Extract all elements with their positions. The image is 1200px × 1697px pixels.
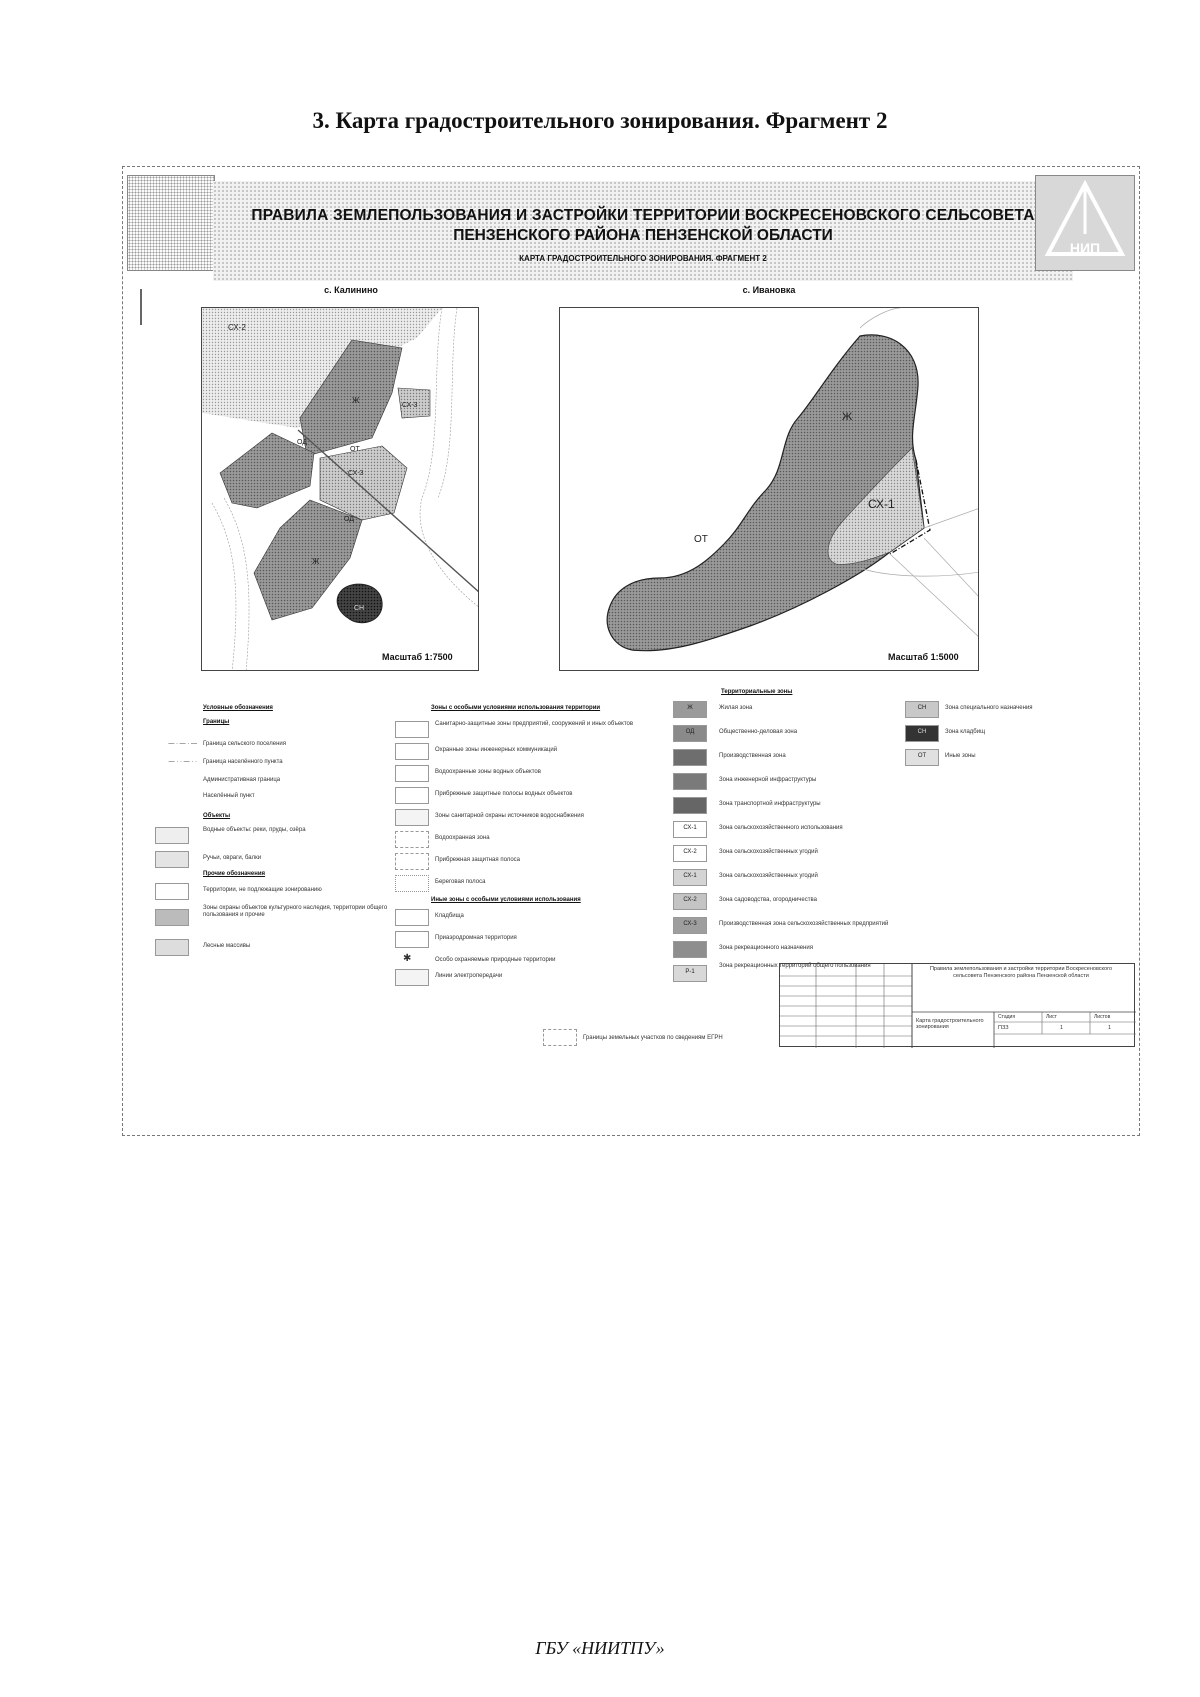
legend-item: Зона рекреационных территорий общего пользования [719, 963, 871, 969]
legend-item: Зона инженерной инфраструктуры [719, 777, 817, 783]
legend-item: Производственная зона сельскохозяйственных предприятий [719, 921, 889, 927]
legend-item: Зона сельскохозяйственного использования [719, 825, 843, 831]
north-arrow-icon [137, 287, 145, 327]
legend-item: Иные зоны [945, 753, 976, 759]
legend-item: Зона садоводства, огородничества [719, 897, 817, 903]
label-cx3-north: СХ-3 [402, 402, 418, 409]
banner-subtitle: КАРТА ГРАДОСТРОИТЕЛЬНОГО ЗОНИРОВАНИЯ. ФРАГМЕНТ 2 [519, 254, 767, 263]
legend-swatch [395, 931, 429, 948]
title-block-stage-label: Стадия [998, 1014, 1016, 1020]
legend-item: Граница населённого пункта [203, 759, 283, 765]
legend-swatch [673, 941, 707, 958]
sheet-banner [213, 181, 1073, 281]
title-block-stage-value: ПЗЗ [998, 1025, 1009, 1031]
label-od-west: ОД [297, 439, 308, 446]
label-cx1: СХ-1 [868, 497, 895, 511]
title-block [779, 963, 1135, 1047]
left-map-title: с. Калинино [324, 285, 378, 295]
banner-title-line-2: ПЕНЗЕНСКОГО РАЙОНА ПЕНЗЕНСКОЙ ОБЛАСТИ [453, 227, 833, 244]
legend-col1-title: Условные обозначения [203, 705, 273, 711]
right-map[interactable] [559, 307, 979, 671]
left-map-scale: Масштаб 1:7500 [382, 652, 453, 662]
legend-swatch [155, 827, 189, 844]
legend-swatch: СН [905, 701, 939, 718]
legend-item: Административная граница [203, 777, 281, 783]
banner-title-line-1: ПРАВИЛА ЗЕМЛЕПОЛЬЗОВАНИЯ И ЗАСТРОЙКИ ТЕРРИТОРИИ ВОСКРЕСЕНОВСКОГО СЕЛЬСОВЕТА [251, 207, 1035, 224]
legend-line-symbol: — · — · — [168, 741, 197, 747]
title-block-sheet-value: 1 [1060, 1025, 1064, 1031]
legend-swatch [155, 883, 189, 900]
label-cx3-center: СХ-3 [348, 470, 364, 477]
legend-swatch [673, 773, 707, 790]
legend-item: Зона транспортной инфраструктуры [719, 801, 821, 807]
legend-swatch [155, 909, 189, 926]
legend-item: Жилая зона [719, 705, 753, 711]
legend-col1-subtitle: Границы [203, 719, 230, 725]
legend-swatch: СХ-1 [673, 821, 707, 838]
asterisk-icon: ✱ [403, 953, 412, 964]
left-map-drawing [202, 308, 479, 671]
page-title: 3. Карта градостроительного зонирования. Фрагмент 2 [312, 108, 888, 133]
legend-col2-title: Зоны с особыми условиями использования территории [431, 705, 601, 711]
legend-col1-sub2: Объекты [203, 813, 231, 819]
legend-item: Зоны санитарной охраны источников водоснабжения [435, 813, 584, 819]
institute-logo [1035, 175, 1135, 271]
legend-item: Зона кладбищ [945, 729, 986, 735]
legend-col1-sub3: Прочие обозначения [203, 871, 266, 877]
legend-item: Кладбища [435, 913, 464, 919]
legend-item: Зона специального назначения [945, 705, 1033, 711]
legend-swatch: Р-1 [673, 965, 707, 982]
legend-swatch: ОД [673, 725, 707, 742]
legend-swatch: СХ-1 [673, 869, 707, 886]
legend-swatch [395, 969, 429, 986]
legend-swatch: СХ-2 [673, 845, 707, 862]
legend-item: Особо охраняемые природные территории [435, 957, 556, 963]
legend-item: Территории, не подлежащие зонированию [203, 887, 322, 893]
legend-swatch [395, 853, 429, 870]
legend-item: Зона сельскохозяйственных угодий [719, 873, 818, 879]
title-block-sheets-value: 1 [1108, 1025, 1112, 1031]
legend-item: Производственная зона [719, 753, 786, 759]
title-block-doc: Карта градостроительного зонирования [916, 1018, 984, 1030]
label-ot: ОТ [350, 446, 360, 453]
legend-swatch: ОТ [905, 749, 939, 766]
legend-swatch [673, 749, 707, 766]
legend-col3-title: Территориальные зоны [721, 689, 793, 695]
legend-swatch [395, 809, 429, 826]
coat-of-arms-icon [127, 175, 215, 271]
legend-swatch [155, 851, 189, 868]
legend-bottom-note: Границы земельных участков по сведениям ЕГРН [583, 1035, 723, 1041]
legend-swatch [395, 721, 429, 738]
page-footer: ГБУ «НИИТПУ» [535, 1638, 665, 1658]
legend-item: Приаэродромная территория [435, 935, 517, 941]
left-map[interactable] [201, 307, 479, 671]
zone-sn [337, 584, 382, 623]
legend-item: Линии электропередачи [435, 973, 503, 979]
legend-item: Граница сельского поселения [203, 741, 287, 747]
legend-swatch: Ж [673, 701, 707, 718]
legend-col2-sub: Иные зоны с особыми условиями использования [431, 897, 581, 903]
legend-swatch [395, 765, 429, 782]
legend-item: Санитарно-защитные зоны предприятий, сооружений и иных объектов [435, 721, 634, 727]
legend-item: Ручьи, овраги, балки [203, 855, 262, 861]
legend-swatch [395, 787, 429, 804]
logo-text: НИП [1069, 240, 1101, 256]
label-ot: ОТ [694, 534, 708, 545]
label-zh-north: Ж [352, 396, 360, 405]
legend-swatch [673, 797, 707, 814]
legend-swatch [395, 875, 429, 892]
legend-item: Береговая полоса [435, 879, 486, 885]
title-block-sheet-label: Лист [1046, 1014, 1057, 1020]
legend-swatch: СХ-2 [673, 893, 707, 910]
legend-item: Зона сельскохозяйственных угодий [719, 849, 818, 855]
title-block-org: Правила землепользования и застройки территории Воскресеновского сельсовета Пензенского района Пензенской области [929, 966, 1113, 979]
legend-item: Зоны охраны объектов культурного наследия, территории общего пользования и прочие [203, 905, 388, 918]
legend-item: Зона рекреационного назначения [719, 945, 813, 951]
legend-item: Водные объекты: реки, пруды, озёра [203, 827, 306, 833]
right-map-title: с. Ивановка [742, 285, 796, 295]
legend-swatch [395, 743, 429, 760]
legend-swatch [395, 909, 429, 926]
legend-item: Водоохранные зоны водных объектов [435, 769, 541, 775]
legend-line-symbol: — · · — · · [168, 759, 197, 765]
legend-item: Прибрежные защитные полосы водных объектов [435, 791, 573, 797]
label-zh: Ж [842, 411, 853, 423]
legend-item: Прибрежная защитная полоса [435, 857, 521, 863]
label-od-center: ОД [344, 516, 355, 523]
legend-swatch [155, 939, 189, 956]
right-map-scale: Масштаб 1:5000 [888, 652, 959, 662]
legend-swatch: СН [905, 725, 939, 742]
right-map-drawing [560, 308, 979, 671]
legend-item: Водоохранная зона [435, 835, 490, 841]
label-sn: СН [354, 605, 365, 612]
label-zh-south: Ж [312, 557, 320, 566]
legend-item: Общественно-деловая зона [719, 729, 798, 735]
legend-swatch [543, 1029, 577, 1046]
legend-item: Лесные массивы [203, 943, 251, 949]
label-cx2: СХ-2 [228, 323, 246, 332]
title-block-sheets-label: Листов [1094, 1014, 1111, 1020]
legend-swatch [395, 831, 429, 848]
map-sheet [122, 166, 1140, 1136]
legend-item: Населённый пункт [203, 793, 255, 799]
legend-swatch: СХ-3 [673, 917, 707, 934]
legend-item: Охранные зоны инженерных коммуникаций [435, 747, 558, 753]
